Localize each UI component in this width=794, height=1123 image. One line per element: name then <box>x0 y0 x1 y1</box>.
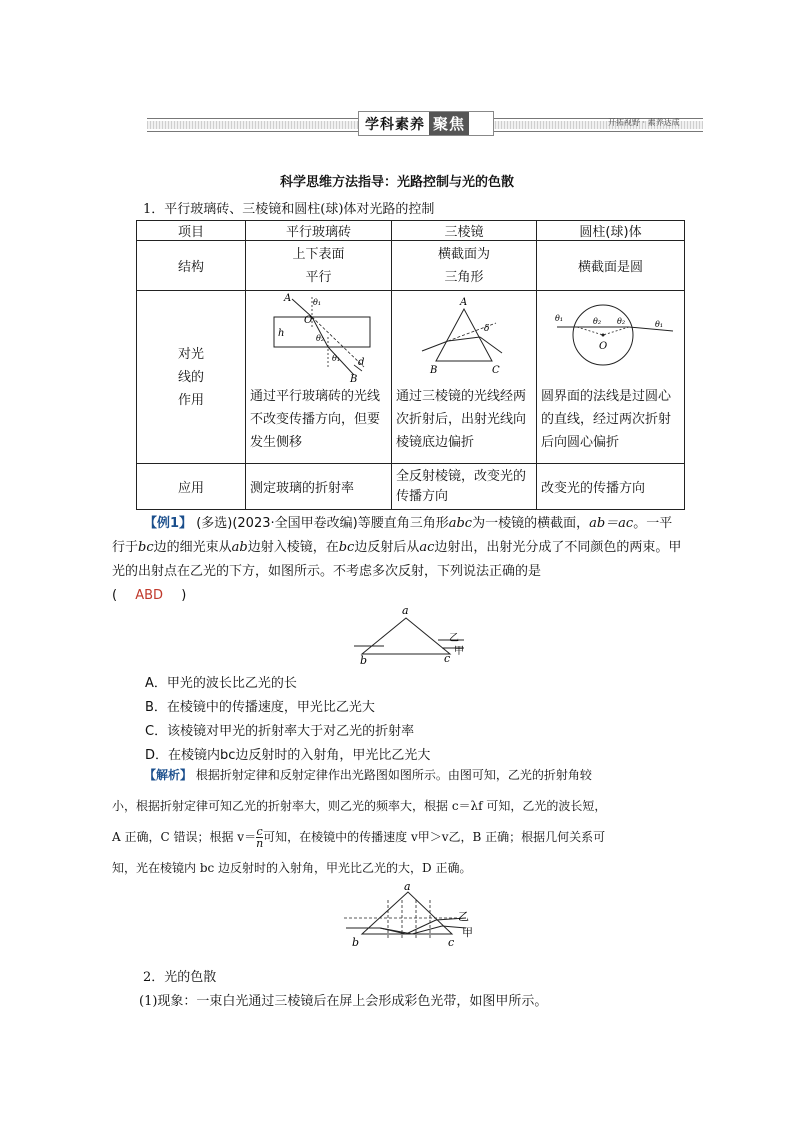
fig2-label-jia: 甲 <box>462 926 473 939</box>
fig2-label-c: c <box>448 936 455 949</box>
analysis-figure <box>340 880 480 950</box>
fraction-den: n <box>256 837 264 850</box>
example-abc: abc <box>448 516 473 531</box>
glass-structure-l2: 平行 <box>305 269 332 285</box>
section-2-title: 2．光的色散 <box>143 970 217 985</box>
analysis-text-3b: 可知，在棱镜中的传播速度 v甲＞v乙，B 正确；根据几何关系可 <box>263 830 606 844</box>
effect-label-l2: 线的 <box>177 369 204 385</box>
table-header-row <box>137 221 685 241</box>
cylinder-diagram <box>537 291 684 383</box>
row-label-use: 应用 <box>137 464 246 510</box>
table-row-use <box>137 464 685 510</box>
example-ab: ab <box>231 540 248 555</box>
example-text-7: 边射出，出射光分成了不同颜色的两束。甲光的出射点在乙光的下方，如图所示。不考虑多次反射，下列说法正确的是 <box>112 540 682 579</box>
fig1-label-c: c <box>444 652 451 665</box>
example-tag: 【例1】 <box>144 516 193 531</box>
th-item: 项目 <box>137 221 246 241</box>
example-1-text <box>112 512 684 608</box>
cyl-label-O: O <box>599 341 608 352</box>
optics-table <box>136 220 685 510</box>
example-text-1: (多选)(2023·全国甲卷改编)等腰直角三角形 <box>196 516 449 531</box>
glass-use: 测定玻璃的折射率 <box>246 464 392 510</box>
answer-paren-open: ( <box>112 588 118 603</box>
prism-figure <box>392 291 536 383</box>
row-label-structure: 结构 <box>137 241 246 291</box>
fig2-label-yi: 乙 <box>458 910 469 923</box>
prism-diagram <box>392 291 536 383</box>
example-text-4: 边的细光束从 <box>153 540 232 555</box>
header-right-text: 开拓视野 · 素养达成 <box>608 118 680 127</box>
glass-label-d: d <box>358 357 365 368</box>
glass-label-A: A <box>284 293 292 304</box>
glass-slab-diagram <box>246 291 391 383</box>
fig2-label-b: b <box>352 936 360 949</box>
section-1-title: 1．平行玻璃砖、三棱镜和圆柱(球)体对光路的控制 <box>143 202 435 217</box>
glass-label-B: B <box>350 374 358 383</box>
glass-structure-l1: 上下表面 <box>292 246 345 262</box>
example-eq: ab＝ac <box>589 516 634 531</box>
prism-label-B: B <box>430 365 438 376</box>
analysis-block <box>112 760 686 884</box>
cyl-label-theta2-right: θ₂ <box>617 317 626 326</box>
prism-use: 全反射棱镜，改变光的传播方向 <box>392 464 537 510</box>
glass-label-theta1-bottom: θ₁ <box>332 354 341 363</box>
glass-figure <box>246 291 391 383</box>
cylinder-effect <box>537 291 685 464</box>
option-d: D．在棱镜内bc边反射时的入射角，甲光比乙光大 <box>145 748 431 763</box>
fig1-label-jia: 甲 <box>454 646 464 657</box>
cyl-label-theta1-left: θ₁ <box>555 314 564 323</box>
glass-effect <box>246 291 392 464</box>
analysis-line-1 <box>112 760 686 791</box>
glass-structure <box>246 241 392 291</box>
fraction-num: c <box>256 825 263 838</box>
glass-label-theta2: θ₂ <box>316 334 325 343</box>
th-glass: 平行玻璃砖 <box>246 221 392 241</box>
prism-label-A: A <box>460 297 468 308</box>
cyl-label-theta1-right: θ₁ <box>655 320 664 329</box>
example-bc-1: bc <box>138 540 154 555</box>
analysis-text-2: 小，根据折射定律可知乙光的折射率大，则乙光的频率大，根据 c＝λf 可知，乙光的波长短， <box>112 799 607 813</box>
page-heading: 科学思维方法指导：光路控制与光的色散 <box>279 175 514 190</box>
header-title-left: 学科素养 <box>365 116 425 133</box>
glass-label-h: h <box>278 328 285 339</box>
prism-label-C: C <box>492 365 500 376</box>
option-c: C．该棱镜对甲光的折射率大于对乙光的折射率 <box>145 724 415 739</box>
cylinder-figure <box>537 291 684 383</box>
analysis-text-3a: A 正确，C 错误；根据 v＝ <box>112 830 257 844</box>
glass-label-O: O <box>304 315 313 326</box>
option-b: B．在棱镜中的传播速度，甲光比乙光大 <box>145 700 375 715</box>
prism-label-delta: δ <box>484 324 490 334</box>
example-ac: ac <box>419 540 435 555</box>
glass-effect-text: 通过平行玻璃砖的光线不改变传播方向，但要发生侧移 <box>250 389 381 450</box>
cylinder-effect-text: 圆界面的法线是过圆心的直线，经过两次折射后向圆心偏折 <box>541 389 672 450</box>
th-cylinder: 圆柱(球)体 <box>537 221 685 241</box>
effect-label-l3: 作用 <box>177 392 204 408</box>
fig2-label-a: a <box>404 880 411 893</box>
example-figure <box>350 604 470 666</box>
fig1-label-a: a <box>402 604 409 617</box>
fig1-label-yi: 乙 <box>449 633 459 644</box>
prism-structure-l2: 三角形 <box>444 269 484 285</box>
th-prism: 三棱镜 <box>392 221 537 241</box>
option-a: A．甲光的波长比乙光的长 <box>145 676 297 691</box>
analysis-line-3 <box>112 822 686 853</box>
example-text-5: 边射入棱镜，在 <box>247 540 339 555</box>
cylinder-structure: 横截面是圆 <box>537 241 685 291</box>
prism-effect <box>392 291 537 464</box>
example-bc-2: bc <box>338 540 355 555</box>
table-row-structure <box>137 241 685 291</box>
cyl-label-theta2-left: θ₂ <box>593 317 602 326</box>
example-text-6: 边反射后从 <box>354 540 420 555</box>
prism-structure <box>392 241 537 291</box>
header-title <box>358 111 494 136</box>
table-row-effect <box>137 291 685 464</box>
cylinder-use: 改变光的传播方向 <box>537 464 685 510</box>
prism-effect-text: 通过三棱镜的光线经两次折射后，出射光线向棱镜底边偏折 <box>396 389 527 450</box>
analysis-text-4: 知，光在棱镜内 bc 边反射时的入射角，甲光比乙光的大，D 正确。 <box>112 861 472 875</box>
prism-structure-l1: 横截面为 <box>437 246 490 262</box>
fig1-label-b: b <box>360 654 368 666</box>
section-2-1-text: (1)现象：一束白光通过三棱镜后在屏上会形成彩色光带，如图甲所示。 <box>139 994 548 1009</box>
header-title-right: 聚焦 <box>429 112 469 135</box>
example-text-3: 。一平行于 <box>112 516 673 555</box>
example-text-2: 为一棱镜的横截面， <box>472 516 590 531</box>
analysis-tag: 【解析】 <box>144 768 193 782</box>
effect-label-l1: 对光 <box>177 346 204 362</box>
answer-text: ABD <box>135 588 164 603</box>
row-label-effect <box>137 291 246 464</box>
analysis-text-1: 根据折射定律和反射定律作出光路图如图所示。由图可知，乙光的折射角较 <box>195 768 592 782</box>
answer-paren-close: ) <box>181 588 187 603</box>
glass-label-theta1-top: θ₁ <box>313 298 322 307</box>
